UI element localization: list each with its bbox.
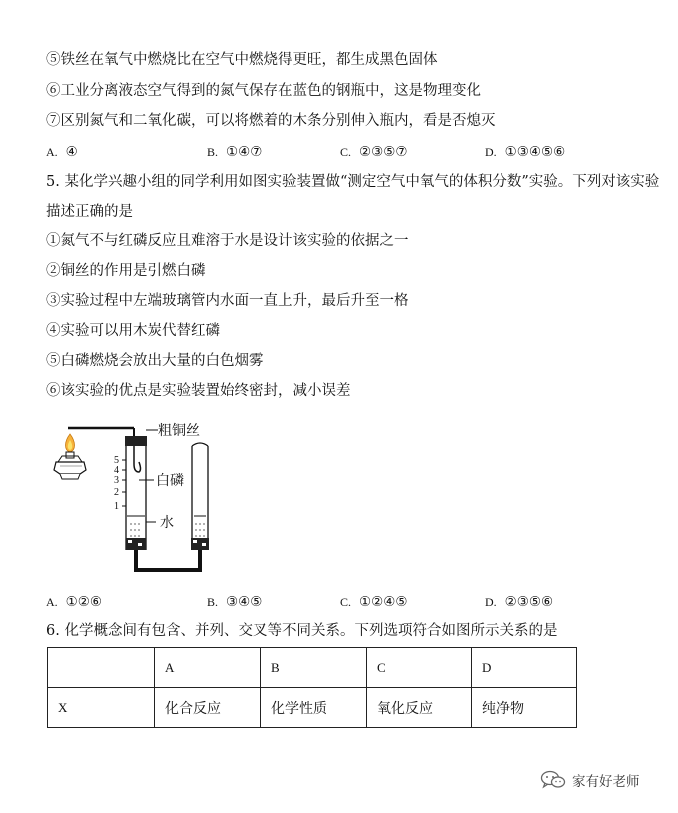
- q5-stem-line2: 描述正确的是: [46, 204, 133, 220]
- scale-label-3: 3: [114, 475, 119, 486]
- table-cell: 化合反应: [155, 688, 261, 728]
- scale-label-4: 4: [114, 465, 119, 476]
- table-header-cell: C: [367, 648, 472, 688]
- q5-item-5: ⑤白磷燃烧会放出大量的白色烟雾: [46, 353, 264, 369]
- rubber-tube: [136, 550, 200, 570]
- left-glass-tube: [125, 428, 147, 550]
- statement-7: ⑦区别氮气和二氧化碳，可以将燃着的木条分别伸入瓶内，看是否熄灭: [46, 113, 496, 129]
- table-cell: 化学性质: [261, 688, 367, 728]
- q6-stem: 6. 化学概念间有包含、并列、交叉等不同关系。下列选项符合如图所示关系的是: [46, 623, 558, 639]
- watermark-text: 家有好老师: [572, 774, 640, 790]
- watermark: [540, 770, 640, 790]
- table-cell: X: [48, 688, 155, 728]
- label-copper-wire: 粗铜丝: [158, 423, 200, 439]
- scale-label-5: 5: [114, 455, 119, 466]
- q5-option-b: B. ③④⑤: [207, 594, 263, 610]
- q5-item-1: ①氮气不与红磷反应且难溶于水是设计该实验的依据之一: [46, 233, 409, 249]
- right-glass-tube: [191, 443, 209, 550]
- table-row: [48, 648, 577, 688]
- q5-option-d: D. ②③⑤⑥: [485, 594, 554, 610]
- table-cell: 氧化反应: [367, 688, 472, 728]
- label-white-phosphorus: 白磷: [156, 473, 184, 489]
- table-header-cell: B: [261, 648, 367, 688]
- label-water: 水: [160, 515, 174, 531]
- wechat-icon: [540, 770, 566, 790]
- statement-5: ⑤铁丝在氧气中燃烧比在空气中燃烧得更旺，都生成黑色固体: [46, 52, 438, 68]
- q5-option-a: A. ①②⑥: [46, 594, 102, 610]
- q5-item-2: ②铜丝的作用是引燃白磷: [46, 263, 206, 279]
- q5-item-4: ④实验可以用木炭代替红磷: [46, 323, 220, 339]
- q5-stem-line1: 5. 某化学兴趣小组的同学利用如图实验装置做“测定空气中氧气的体积分数”实验。下列对该实验: [46, 174, 660, 190]
- table-header-cell: [48, 648, 155, 688]
- table-cell: 纯净物: [472, 688, 577, 728]
- scale-label-2: 2: [114, 487, 119, 498]
- alcohol-lamp: [54, 452, 86, 479]
- q5-item-3: ③实验过程中左端玻璃管内水面一直上升，最后升至一格: [46, 293, 409, 309]
- q4-option-a: A. ④: [46, 144, 78, 160]
- table-header-cell: A: [155, 648, 261, 688]
- q6-table: [47, 647, 577, 728]
- q4-option-b: B. ①④⑦: [207, 144, 263, 160]
- q4-option-d: D. ①③④⑤⑥: [485, 144, 566, 160]
- scale-label-1: 1: [114, 501, 119, 512]
- q5-option-c: C. ①②④⑤: [340, 594, 408, 610]
- scale-ticks: [114, 455, 126, 512]
- statement-6: ⑥工业分离液态空气得到的氮气保存在蓝色的钢瓶中，这是物理变化: [46, 83, 481, 99]
- alcohol-lamp-flame: [66, 434, 75, 452]
- q4-option-c: C. ②③⑤⑦: [340, 144, 408, 160]
- table-header-cell: D: [472, 648, 577, 688]
- q5-item-6: ⑥该实验的优点是实验装置始终密封，减小误差: [46, 383, 351, 399]
- experiment-apparatus-figure: [46, 418, 276, 578]
- table-row: [48, 688, 577, 728]
